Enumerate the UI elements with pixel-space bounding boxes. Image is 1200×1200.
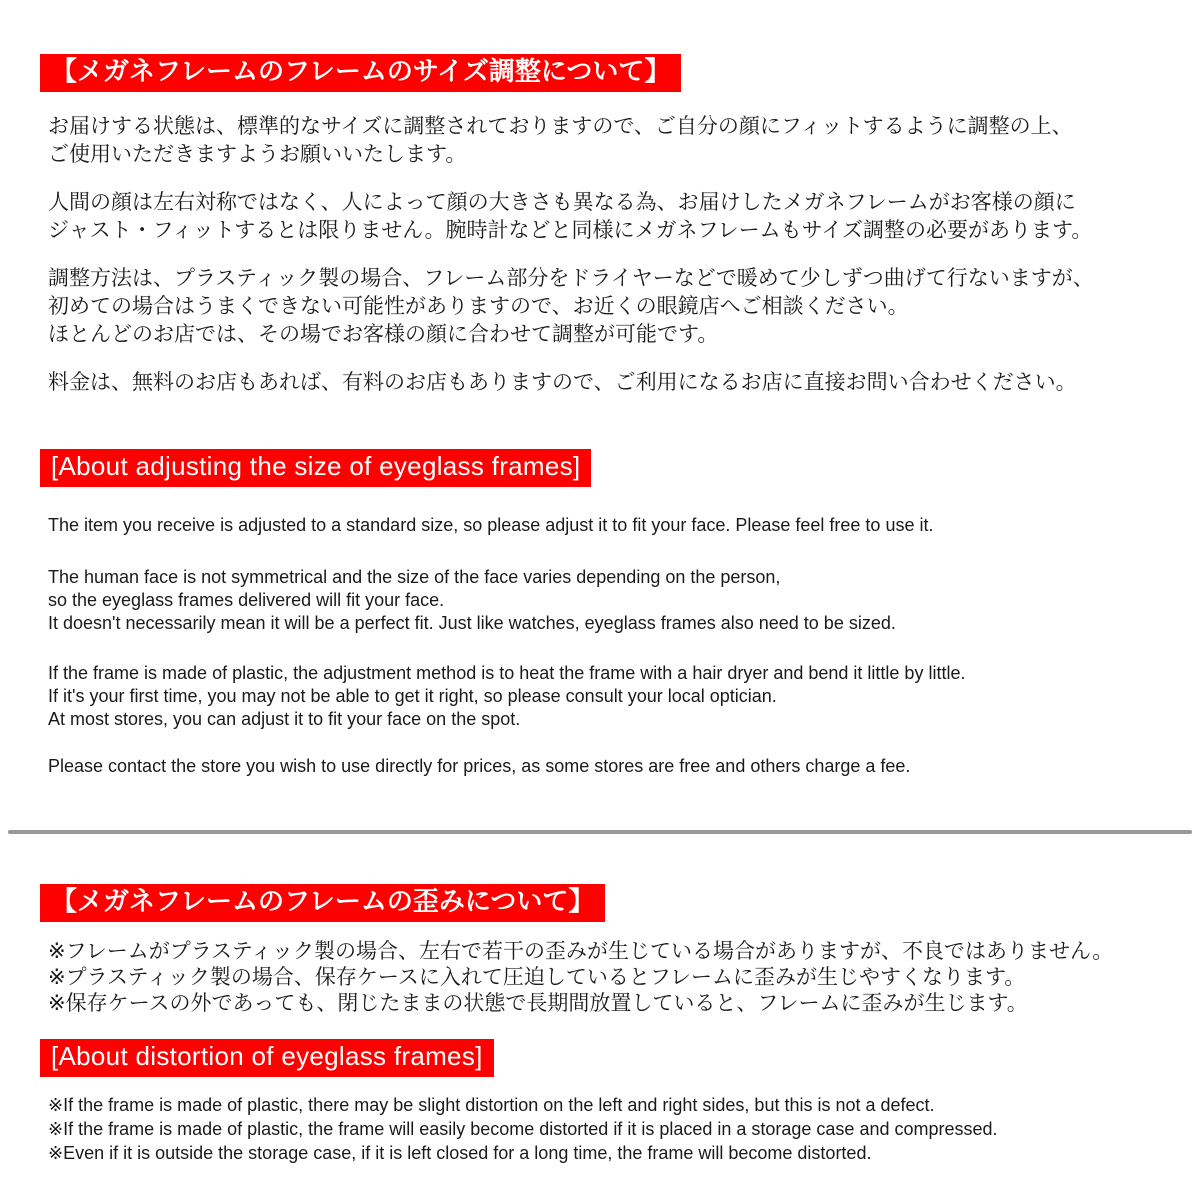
paragraph-line: 初めての場合はうまくできない可能性がありますので、お近くの眼鏡店へご相談ください。 bbox=[48, 294, 909, 318]
paragraph-line: ほとんどのお店では、その場でお客様の顔に合わせて調整が可能です。 bbox=[48, 322, 719, 346]
size-adjustment-heading-jp: 【メガネフレームのフレームのサイズ調整について】 bbox=[40, 54, 681, 92]
paragraph-line: At most stores, you can adjust it to fit your face on the spot. bbox=[48, 708, 521, 729]
paragraph-line: If the frame is made of plastic, the adjustment method is to heat the frame with a hair dryer and bend it little by little. bbox=[48, 662, 966, 683]
paragraph-line: 人間の顔は左右対称ではなく、人によって顔の大きさも異なる為、お届けしたメガネフレームがお客様の顔に bbox=[48, 190, 1076, 214]
paragraph-line: Please contact the store you wish to use directly for prices, as some stores are free and others charge a fee. bbox=[48, 755, 911, 776]
distortion-heading-jp: 【メガネフレームのフレームの歪みについて】 bbox=[40, 884, 605, 922]
en-paragraph-delivery-state bbox=[48, 514, 1200, 537]
note-line: ※プラスティック製の場合、保存ケースに入れて圧迫しているとフレームに歪みが生じやすくなります。 bbox=[48, 965, 1026, 989]
size-adjustment-body-jp bbox=[48, 113, 1200, 397]
note-line: ※保存ケースの外であっても、閉じたままの状態で長期間放置していると、フレームに歪みが生じます。 bbox=[48, 991, 1028, 1015]
paragraph-line: It doesn't necessarily mean it will be a perfect fit. Just like watches, eyeglass frames also need to be sized. bbox=[48, 612, 896, 633]
paragraph-line: ジャスト・フィットするとは限りません。腕時計などと同様にメガネフレームもサイズ調整の必要があります。 bbox=[48, 218, 1093, 242]
note-line: ※If the frame is made of plastic, the frame will easily become distorted if it is placed in a storage case and compressed. bbox=[48, 1118, 998, 1139]
jp-paragraph-fees bbox=[48, 369, 1200, 397]
paragraph-line: If it's your first time, you may not be able to get it right, so please consult your local optician. bbox=[48, 685, 777, 706]
en-paragraph-face-symmetry bbox=[48, 566, 1200, 635]
en-paragraph-fees bbox=[48, 755, 1200, 778]
paragraph-line: 調整方法は、プラスティック製の場合、フレーム部分をドライヤーなどで暖めて少しずつ曲げて行ないますが、 bbox=[48, 266, 1094, 290]
paragraph-line: お届けする状態は、標準的なサイズに調整されておりますので、ご自分の顔にフィットするように調整の上、 bbox=[48, 114, 1073, 138]
note-line: ※If the frame is made of plastic, there may be slight distortion on the left and right sides, but this is not a defect. bbox=[48, 1094, 935, 1115]
paragraph-line: ご使用いただきますようお願いいたします。 bbox=[48, 142, 467, 166]
jp-paragraph-adjust-method bbox=[48, 265, 1200, 349]
size-adjustment-body-en bbox=[48, 514, 1200, 778]
en-paragraph-adjust-method bbox=[48, 662, 1200, 731]
paragraph-line: The item you receive is adjusted to a standard size, so please adjust it to fit your face. Please feel free to use it. bbox=[48, 514, 934, 535]
distortion-notes-en bbox=[48, 1093, 1200, 1165]
jp-paragraph-delivery-state bbox=[48, 113, 1200, 169]
paragraph-line: 料金は、無料のお店もあれば、有料のお店もありますので、ご利用になるお店に直接お問い合わせください。 bbox=[48, 370, 1077, 394]
distortion-heading-en: [About distortion of eyeglass frames] bbox=[40, 1039, 494, 1077]
paragraph-line: The human face is not symmetrical and the size of the face varies depending on the person, bbox=[48, 566, 781, 587]
size-adjustment-heading-en: [About adjusting the size of eyeglass frames] bbox=[40, 449, 591, 487]
note-line: ※Even if it is outside the storage case, if it is left closed for a long time, the frame will become distorted. bbox=[48, 1142, 872, 1163]
distortion-notes-jp bbox=[48, 939, 1200, 1017]
note-line: ※フレームがプラスティック製の場合、左右で若干の歪みが生じている場合がありますが、不良ではありません。 bbox=[48, 939, 1114, 963]
jp-paragraph-face-symmetry bbox=[48, 189, 1200, 245]
paragraph-line: so the eyeglass frames delivered will fit your face. bbox=[48, 589, 445, 610]
distortion-section bbox=[0, 834, 1200, 1165]
